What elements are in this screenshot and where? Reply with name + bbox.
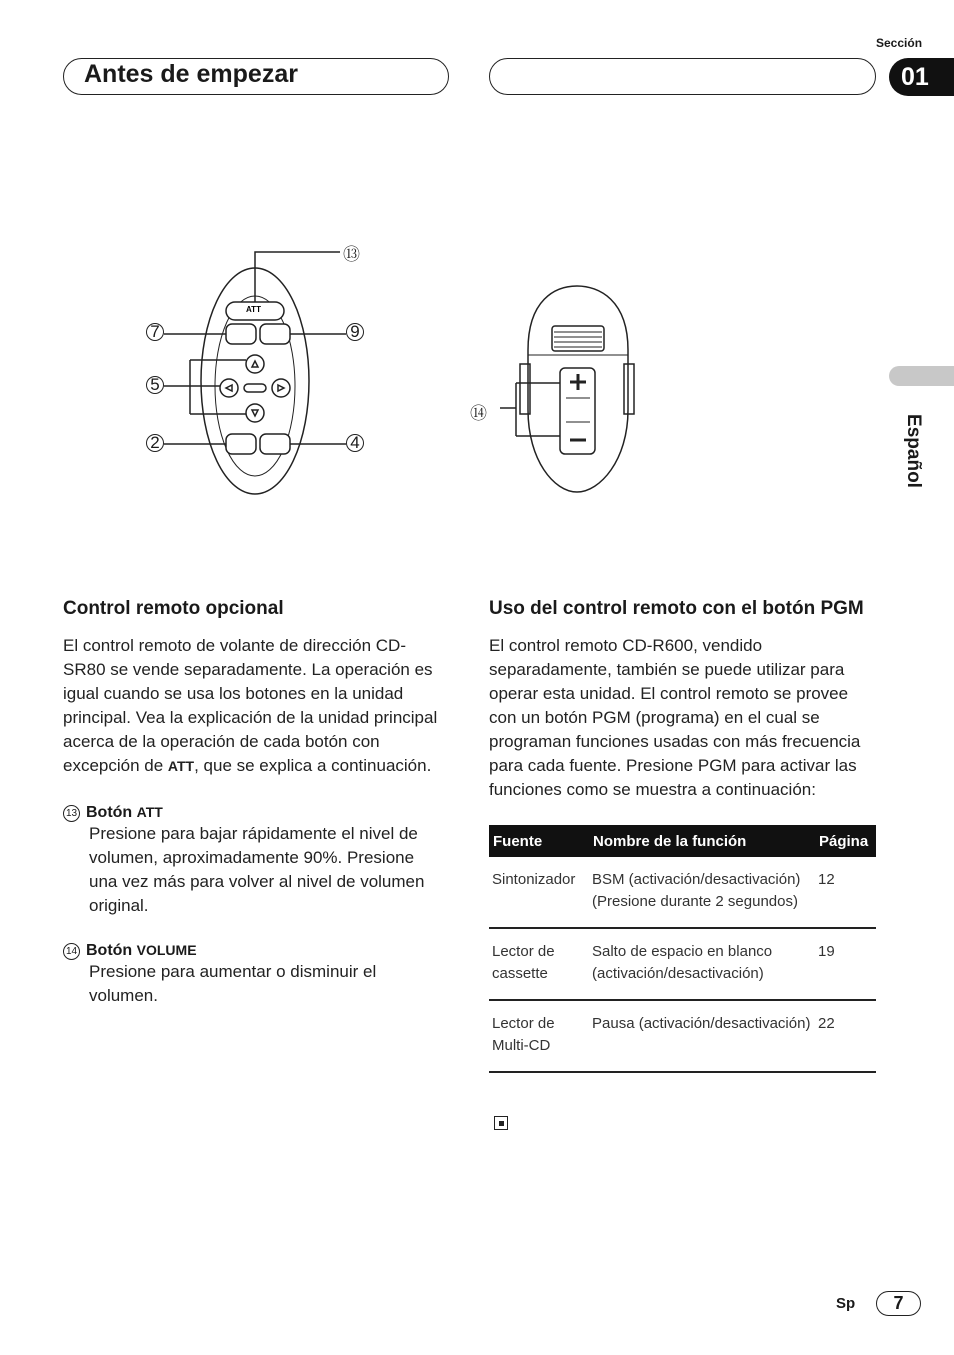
language-tab [889,366,954,386]
callout-5: 5 [146,376,164,394]
right-column [489,596,877,1073]
table-row: Sintonizador BSM (activación/desactivación) (Presione durante 2 segundos) 12 [489,857,876,928]
att-button-label: ATT [246,305,261,314]
optional-remote-intro: El control remoto de volante de dirección CD-SR80 se vende separadamente. La operación es igual cuando se usa los botones en la unidad principal. Vea la explicación de la unidad principal acerca de la operación de cada botón con excepción de ATT, que se explica a continuación. [63,636,438,775]
callout-9: 9 [346,323,364,341]
pgm-function-table [489,825,876,1073]
att-description: Presione para bajar rápidamente el nivel de volumen, aproximadamente 90%. Presione una vez más para volver al nivel de volumen original. [89,824,425,915]
table-row: Lector de Multi-CD Pausa (activación/desactivación) 22 [489,1000,876,1072]
section-heading-pgm: Uso del control remoto con el botón PGM [489,598,864,619]
page-number: 7 [876,1291,921,1316]
pgm-remote-illustration [500,280,650,500]
steering-remote-illustration [140,236,370,500]
table-header-row [489,825,876,857]
col-header-source: Fuente [489,825,589,857]
language-code: Sp [836,1295,856,1312]
section-label: Sección [876,36,923,50]
section-number-badge: 01 [889,58,954,96]
callout-4: 4 [346,434,364,452]
language-label: Español [903,414,924,488]
callout-2: 2 [146,434,164,452]
col-header-function: Nombre de la función [589,825,815,857]
table-row: Lector de cassette Salto de espacio en blanco (activación/desactivación) 19 [489,928,876,1000]
page-title: Antes de empezar [84,60,298,88]
callout-14: ⑭ [470,404,487,423]
volume-item: 14 Botón VOLUME Presione para aumentar o disminuir el volumen. [63,942,447,1008]
callout-7: 7 [146,323,164,341]
header-blank-frame [489,58,876,95]
end-of-section-icon [494,1116,508,1130]
section-heading-optional-remote: Control remoto opcional [63,598,284,619]
callout-13: ⑬ [343,245,360,264]
volume-description: Presione para aumentar o disminuir el volumen. [89,962,377,1005]
left-column [63,596,447,1008]
att-item: 13 Botón ATT Presione para bajar rápidamente el nivel de volumen, aproximadamente 90%. Presione una vez más para volver al nivel de volumen original. [63,804,447,918]
col-header-page: Página [815,825,876,857]
pgm-intro: El control remoto CD-R600, vendido separadamente, también se puede utilizar para operar esta unidad. El control remoto se provee con un botón PGM (programa) en el cual se programan funciones usadas con más frecuencia para cada fuente. Presione PGM para activar las funciones como se muestra a continuación: [489,636,861,799]
